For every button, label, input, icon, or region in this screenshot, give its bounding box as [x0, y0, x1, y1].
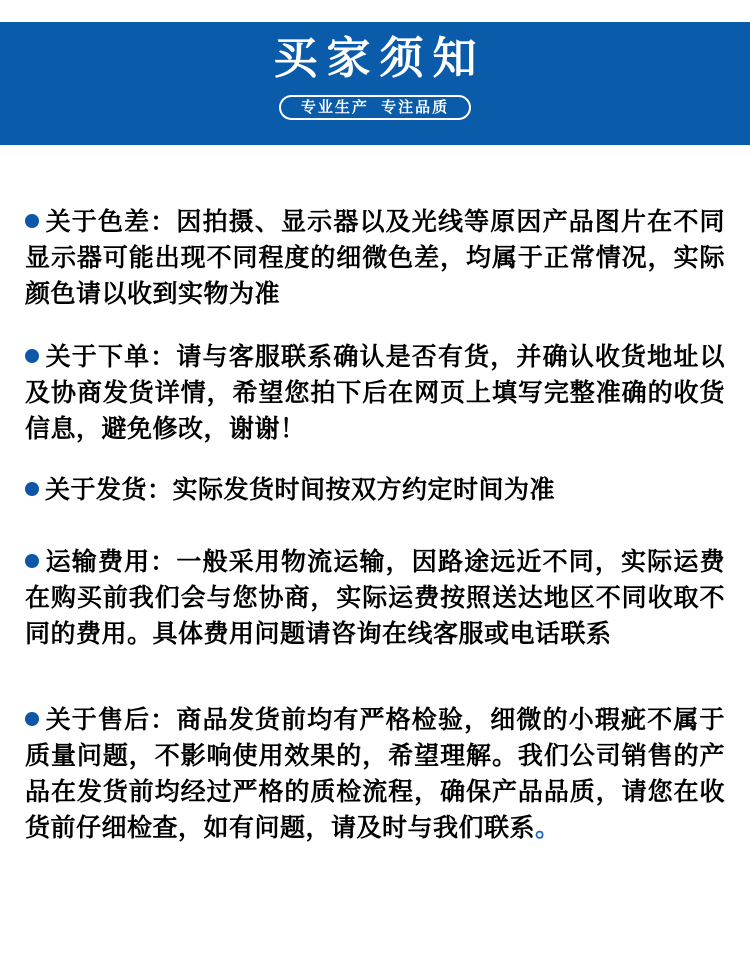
notice-paragraph-after-sales: [25, 702, 725, 846]
notice-paragraph-ordering: [25, 339, 725, 447]
notice-text: 关于售后：商品发货前均有严格检验，细微的小瑕疵不属于质量问题，不影响使用效果的，希望理解。我们公司销售的产品在发货前均经过严格的质检流程，确保产品品质，请您在收货前仔细检查，如有问题，请及时与我们联系: [25, 706, 725, 842]
notice-text: 关于下单：请与客服联系确认是否有货，并确认收货地址以及协商发货详情，希望您拍下后在网页上填写完整准确的收货信息，避免修改，谢谢！: [25, 343, 725, 443]
notice-paragraph-freight: [25, 544, 725, 652]
header-tagline: 专业生产 专注品质: [300, 99, 450, 116]
notice-paragraph-color-difference: [25, 204, 725, 312]
bullet-icon: [25, 214, 39, 228]
notice-text: 关于色差：因拍摄、显示器以及光线等原因产品图片在不同显示器可能出现不同程度的细微色差，均属于正常情况，实际颜色请以收到实物为准: [25, 208, 725, 308]
bullet-icon: [25, 712, 39, 726]
bullet-icon: [25, 482, 39, 496]
notice-paragraph-shipping: [25, 472, 725, 508]
notice-text: 关于发货：实际发货时间按双方约定时间为准: [45, 476, 556, 504]
header-tagline-pill: [279, 95, 471, 120]
header-banner: [0, 22, 750, 145]
notice-blue-period: 。: [535, 814, 561, 842]
notice-list: [0, 204, 750, 846]
bullet-icon: [25, 554, 39, 568]
notice-text: 运输费用：一般采用物流运输，因路途远近不同，实际运费在购买前我们会与您协商，实际运费按照送达地区不同收取不同的费用。具体费用问题请咨询在线客服或电话联系: [25, 548, 725, 648]
page-title: 买家须知: [273, 34, 486, 83]
bullet-icon: [25, 349, 39, 363]
